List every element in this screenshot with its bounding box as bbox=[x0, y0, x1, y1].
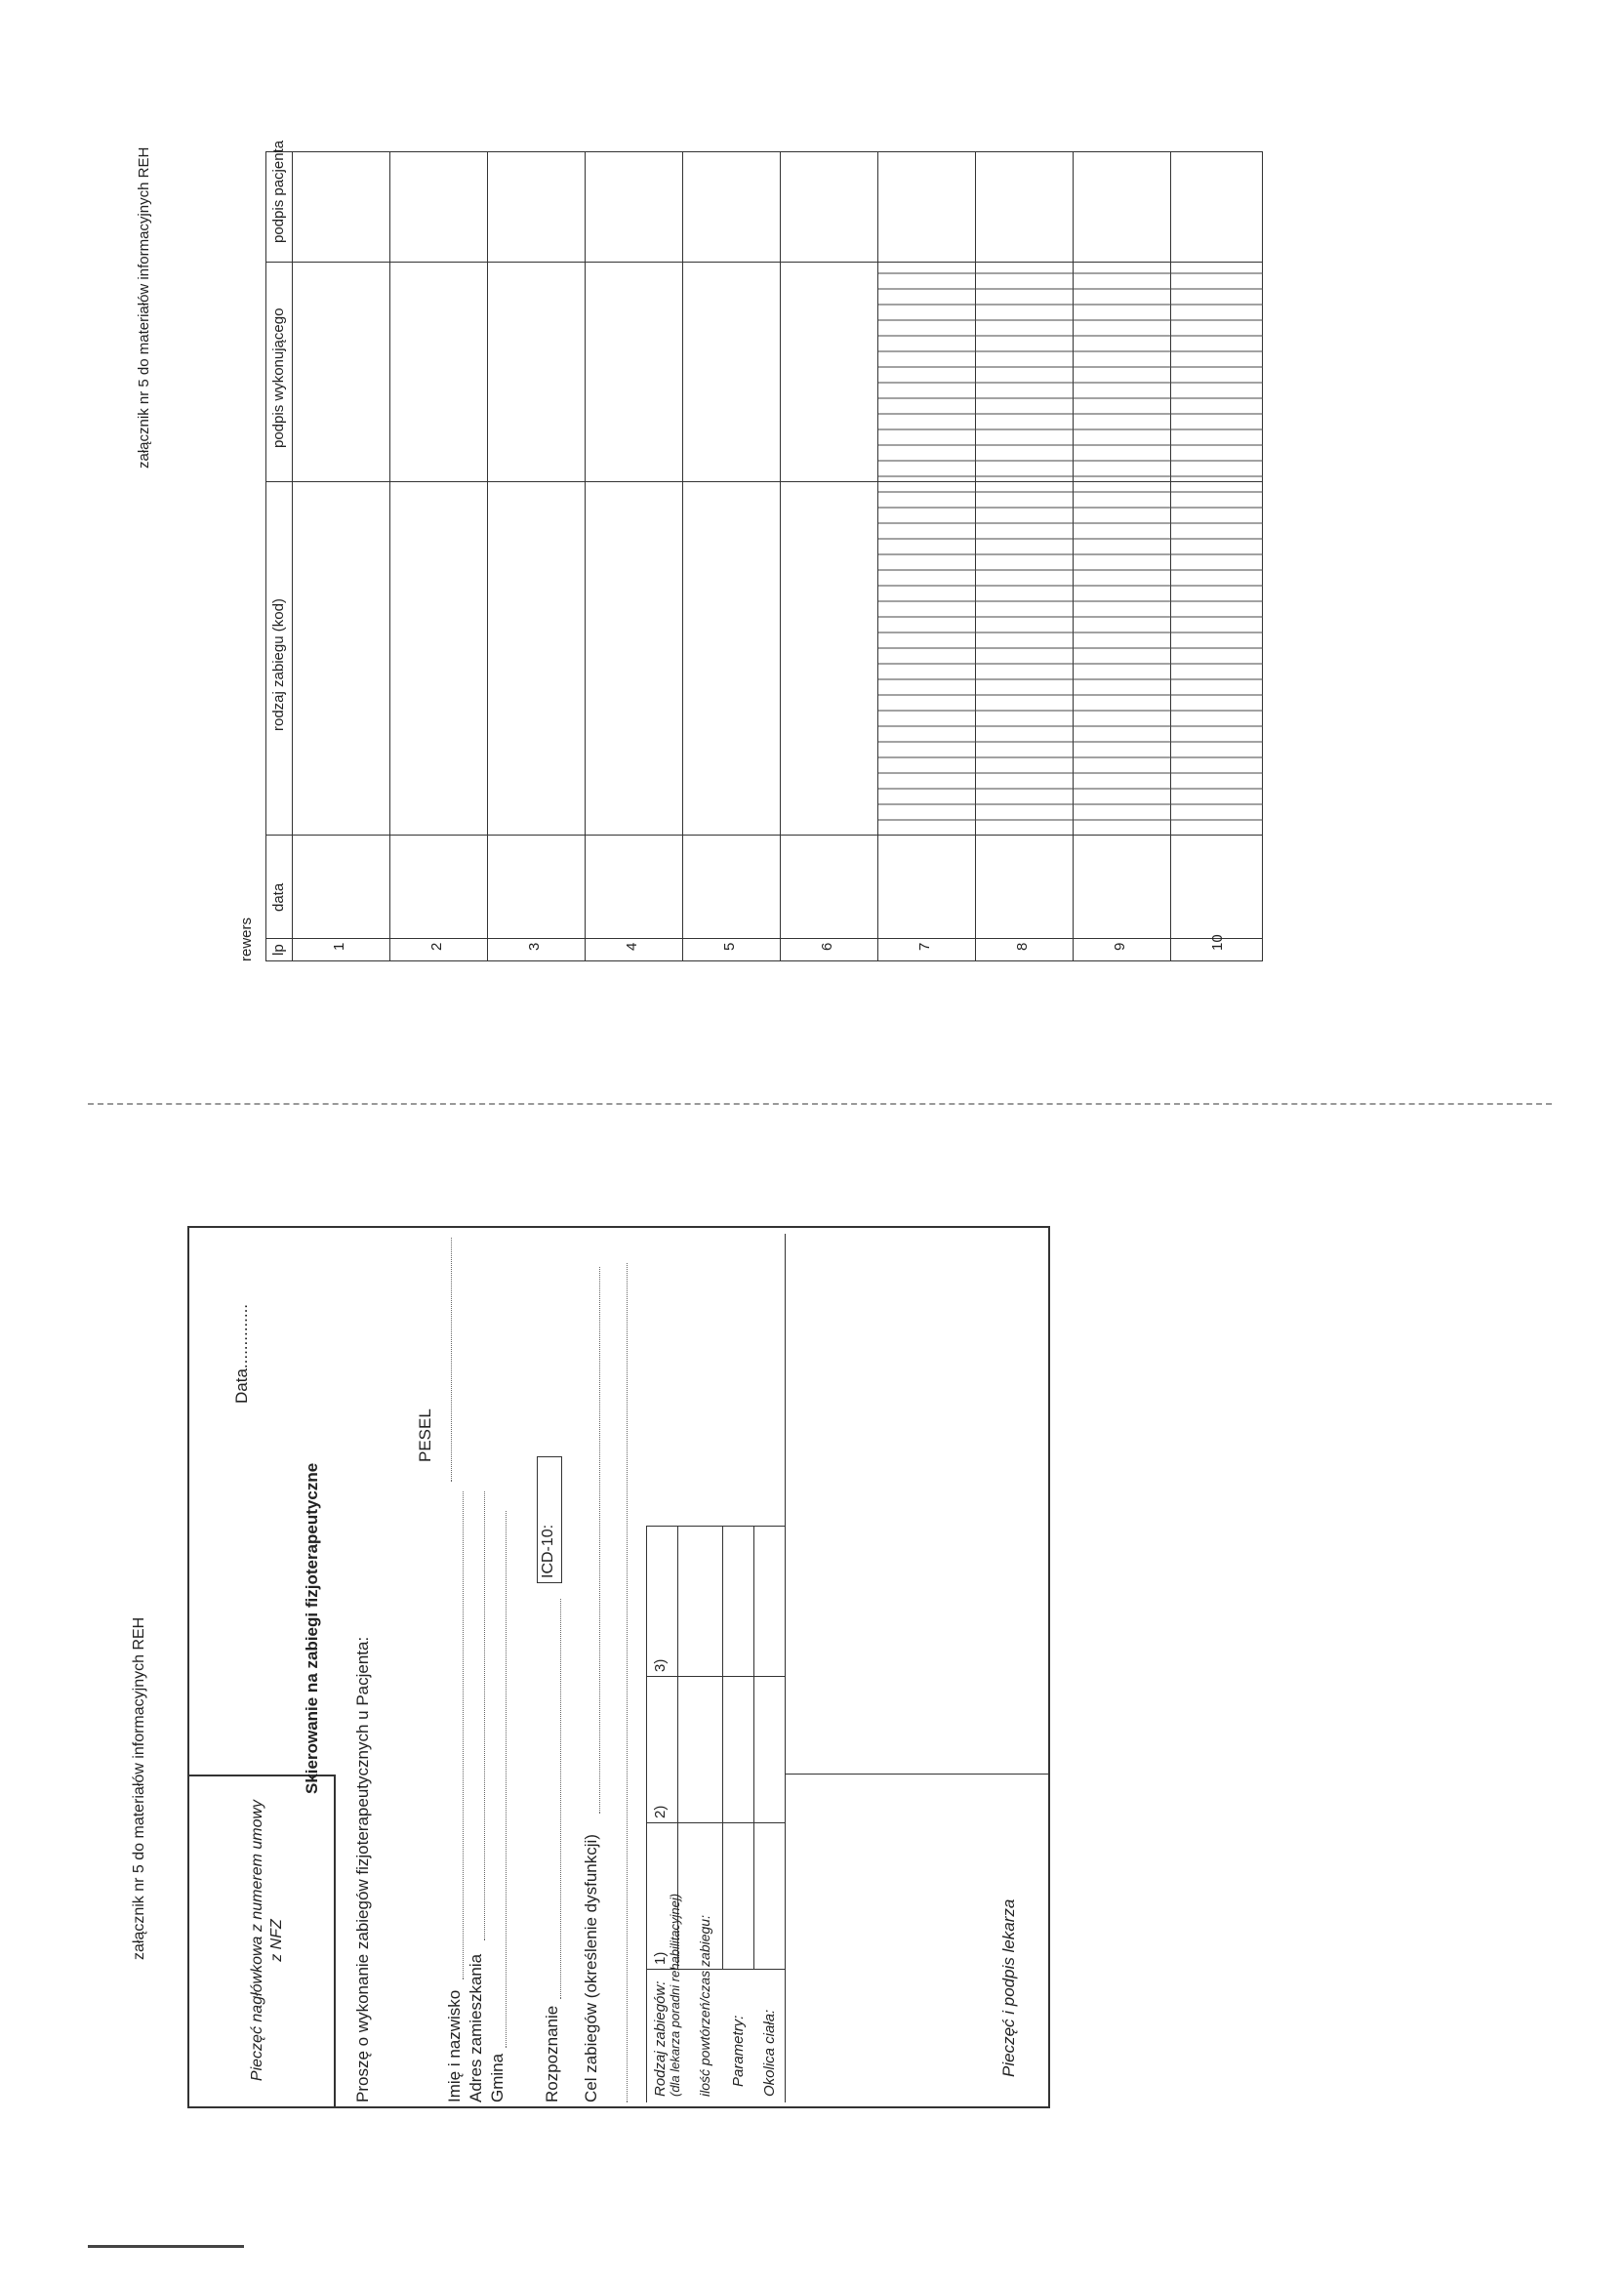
table-row: 10 bbox=[1209, 934, 1226, 951]
repetitions-label: ilość powtórzeń/czas zabiegu: bbox=[697, 1915, 712, 2097]
table-row: 3 bbox=[526, 942, 543, 951]
col-date-header: data bbox=[270, 882, 287, 912]
cut-line bbox=[88, 1103, 1552, 1105]
treatment-slot-1[interactable]: 1) bbox=[652, 1951, 669, 1965]
referral-form bbox=[131, 1226, 1050, 2108]
table-row: 9 bbox=[1112, 942, 1128, 951]
diagnosis-label: Rozpoznanie bbox=[543, 2005, 561, 2102]
hatched-area bbox=[878, 264, 1263, 835]
date-label: Data.............. bbox=[232, 1303, 251, 1404]
name-field[interactable] bbox=[463, 1491, 464, 1979]
doctor-stamp-label: Pieczęć i podpis lekarza bbox=[999, 1898, 1018, 2077]
margin-mark bbox=[88, 2245, 244, 2248]
header-stamp-box bbox=[189, 1775, 336, 2106]
purpose-label: Cel zabiegów (określenie dysfunkcji) bbox=[582, 1834, 600, 2102]
request-text: Proszę o wykonanie zabiegów fizjoterapeutycznych u Pacjenta: bbox=[353, 1636, 372, 2102]
treatment-log-table bbox=[265, 140, 1263, 961]
reverse-side bbox=[136, 140, 1263, 961]
address-label: Adres zamieszkania bbox=[467, 1953, 485, 2102]
parameters-label: Parametry: bbox=[730, 2015, 747, 2087]
table-row: 6 bbox=[819, 942, 835, 951]
col-type-header: rodzaj zabiegu (kod) bbox=[270, 598, 287, 731]
appendix-note: załącznik nr 5 do materiałów informacyjnych REH bbox=[131, 1616, 147, 1960]
gmina-label: Gmina bbox=[488, 2053, 507, 2102]
pesel-label: PESEL bbox=[416, 1408, 434, 1462]
table-row: 8 bbox=[1014, 942, 1031, 951]
reverse-appendix-note: załącznik nr 5 do materiałów informacyjnych REH bbox=[136, 146, 152, 469]
gmina-field[interactable] bbox=[506, 1511, 507, 2048]
form-title: Skierowanie na zabiegi fizjoterapeutyczne bbox=[303, 1462, 321, 1794]
table-row: 2 bbox=[428, 942, 445, 951]
body-area-label: Okolica ciała: bbox=[761, 2009, 778, 2097]
reverse-label: rewers bbox=[238, 917, 255, 961]
table-row: 5 bbox=[721, 942, 738, 951]
icd10-label: ICD-10: bbox=[540, 1524, 556, 1578]
icd10-box[interactable] bbox=[537, 1456, 562, 1583]
pesel-field[interactable] bbox=[451, 1238, 452, 1482]
purpose-field-line2[interactable] bbox=[627, 1263, 628, 2102]
table-row: 7 bbox=[916, 942, 933, 951]
table-row: 1 bbox=[331, 942, 347, 951]
col-performer-header: podpis wykonującego bbox=[270, 307, 287, 448]
treatment-slot-3[interactable]: 3) bbox=[652, 1658, 669, 1672]
name-label: Imię i nazwisko bbox=[445, 1989, 464, 2102]
header-stamp-label: Pieczęć nagłówkowa z numerem umowy z NFZ bbox=[249, 1799, 285, 2082]
purpose-field[interactable] bbox=[599, 1267, 600, 1814]
diagnosis-field[interactable] bbox=[560, 1599, 561, 1999]
treatment-note: (dla lekarza poradni rehabilitacyjnej) bbox=[668, 1893, 682, 2097]
table-row: 4 bbox=[624, 942, 640, 951]
col-lp-header: lp bbox=[270, 944, 287, 956]
treatment-slot-2[interactable]: 2) bbox=[652, 1805, 669, 1818]
col-patient-header: podpis pacjenta bbox=[270, 140, 287, 243]
treatment-type-label: Rodzaj zabiegów: bbox=[652, 1980, 669, 2097]
address-field[interactable] bbox=[484, 1491, 485, 1940]
